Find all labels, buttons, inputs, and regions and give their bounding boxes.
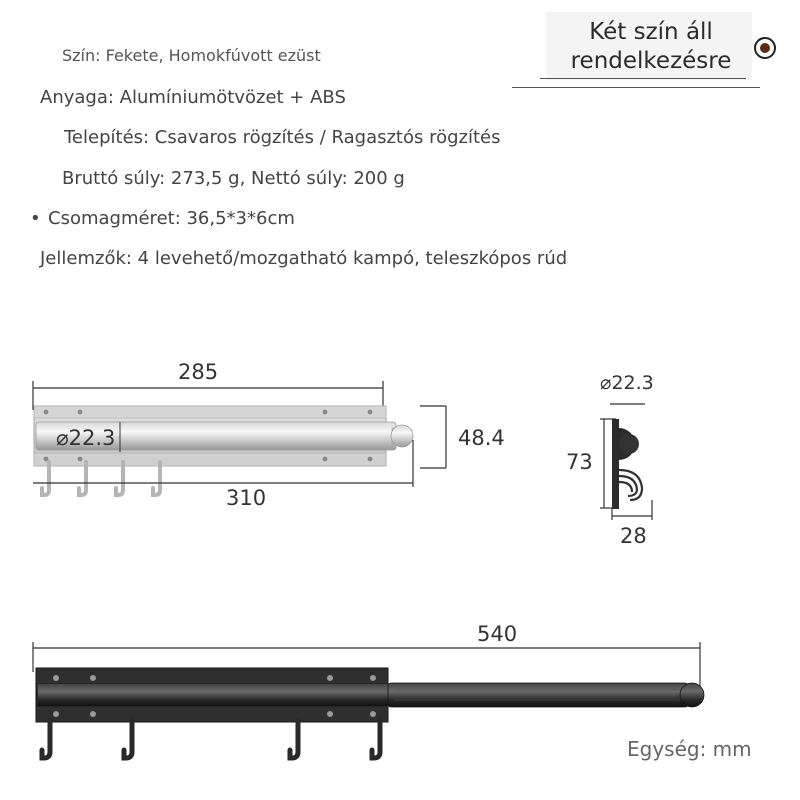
spec-package-bullet: • [30,208,41,229]
spec-install: Telepítés: Csavaros rögzítés / Ragasztós rögzítés [64,127,501,148]
dim-total-length: 310 [226,486,267,510]
black-extended-view [33,642,704,758]
spec-material: Anyaga: Alumíniumötvözet + ABS [40,87,346,108]
side-view [600,404,652,520]
color-badge-line1: Két szín áll [589,19,713,45]
dim-side-height: 73 [566,450,593,474]
dim-front-height: 48.4 [458,426,505,450]
dim-front-length: 285 [178,360,219,384]
dim-side-depth: 28 [620,524,647,548]
spec-weight: Bruttó súly: 273,5 g, Nettó súly: 200 g [62,168,405,189]
dim-side-diameter: ⌀22.3 [600,372,654,394]
color-badge-line2: rendelkezésre [570,48,732,74]
spec-features: Jellemzők: 4 levehető/mozgatható kampó, teleszkópos rúd [40,248,568,269]
unit-label: Egység: mm [627,737,752,761]
spec-color: Szín: Fekete, Homokfúvott ezüst [62,46,321,65]
dim-extended-length: 540 [477,622,518,646]
dim-rod-diameter: ⌀22.3 [56,426,116,450]
spec-package: Csomagméret: 36,5*3*6cm [48,208,295,229]
